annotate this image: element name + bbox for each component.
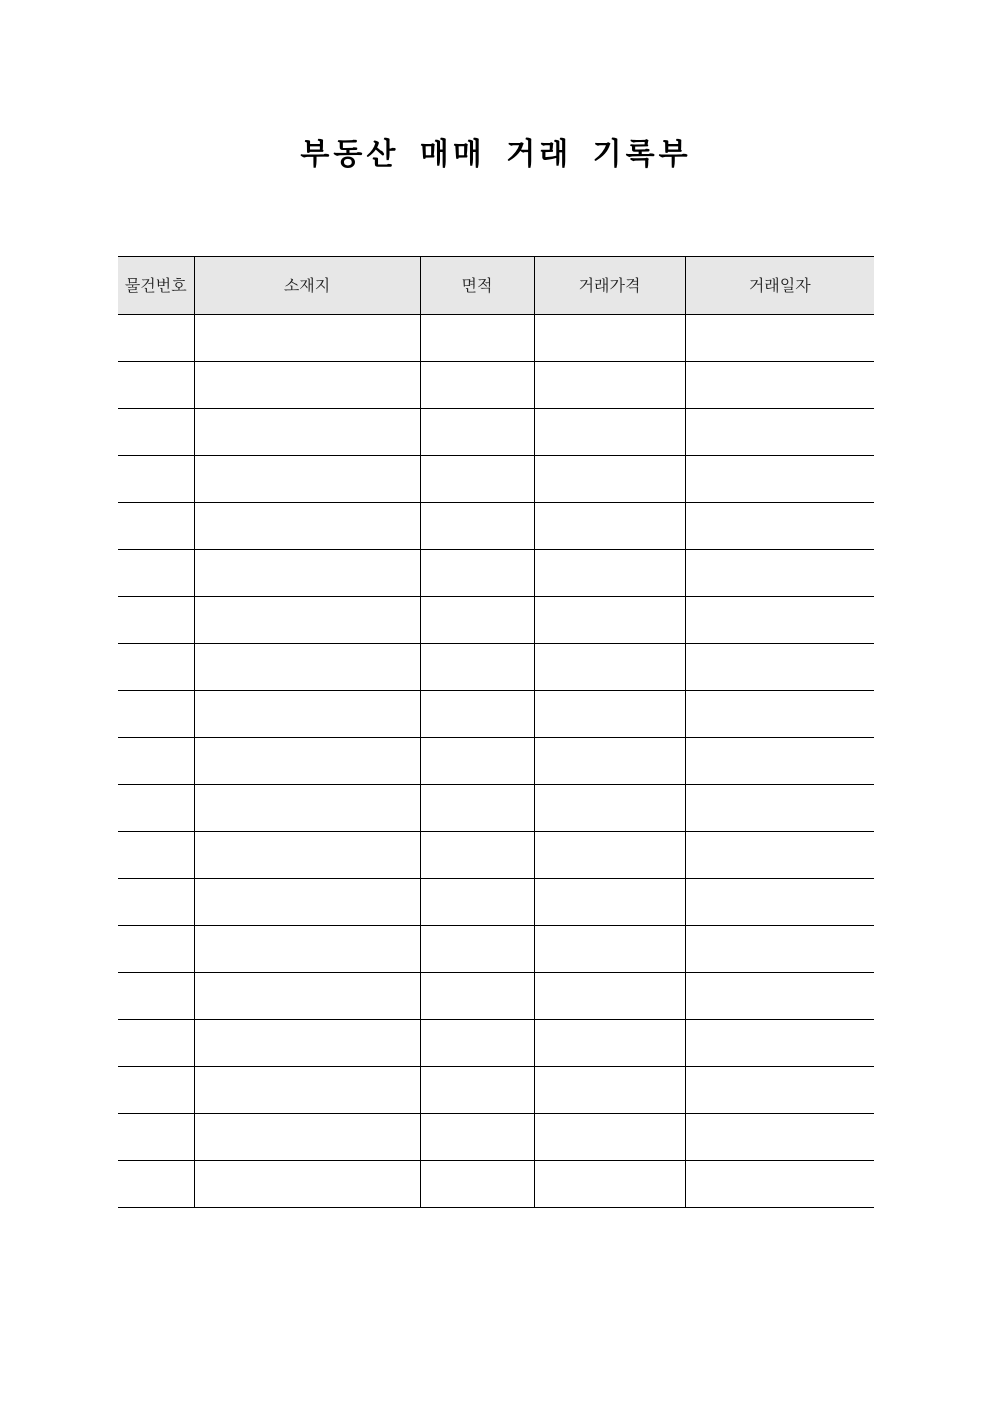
header-transaction-price: 거래가격 (534, 257, 685, 315)
table-row (118, 1161, 874, 1208)
date-cell[interactable] (685, 456, 874, 503)
location-cell[interactable] (194, 879, 420, 926)
date-cell[interactable] (685, 362, 874, 409)
date-cell[interactable] (685, 691, 874, 738)
date-cell[interactable] (685, 550, 874, 597)
area-cell[interactable] (420, 832, 534, 879)
area-cell[interactable] (420, 691, 534, 738)
location-cell[interactable] (194, 926, 420, 973)
table-row (118, 738, 874, 785)
price-cell[interactable] (534, 409, 685, 456)
area-cell[interactable] (420, 644, 534, 691)
price-cell[interactable] (534, 1161, 685, 1208)
area-cell[interactable] (420, 597, 534, 644)
table-row (118, 550, 874, 597)
date-cell[interactable] (685, 926, 874, 973)
item-number-cell[interactable] (118, 1114, 194, 1161)
table-row (118, 644, 874, 691)
table-row (118, 691, 874, 738)
table-row (118, 879, 874, 926)
area-cell[interactable] (420, 456, 534, 503)
date-cell[interactable] (685, 409, 874, 456)
price-cell[interactable] (534, 1067, 685, 1114)
area-cell[interactable] (420, 315, 534, 362)
header-location: 소재지 (194, 257, 420, 315)
table-row (118, 315, 874, 362)
location-cell[interactable] (194, 832, 420, 879)
date-cell[interactable] (685, 503, 874, 550)
table-row (118, 503, 874, 550)
price-cell[interactable] (534, 1020, 685, 1067)
price-cell[interactable] (534, 926, 685, 973)
date-cell[interactable] (685, 785, 874, 832)
item-number-cell[interactable] (118, 1161, 194, 1208)
table-row (118, 1020, 874, 1067)
location-cell[interactable] (194, 1161, 420, 1208)
table-row (118, 926, 874, 973)
price-cell[interactable] (534, 550, 685, 597)
date-cell[interactable] (685, 1114, 874, 1161)
table-row (118, 1114, 874, 1161)
price-cell[interactable] (534, 691, 685, 738)
price-cell[interactable] (534, 738, 685, 785)
item-number-cell[interactable] (118, 738, 194, 785)
area-cell[interactable] (420, 785, 534, 832)
table-header-row (118, 257, 874, 315)
area-cell[interactable] (420, 1020, 534, 1067)
location-cell[interactable] (194, 362, 420, 409)
item-number-cell[interactable] (118, 973, 194, 1020)
location-cell[interactable] (194, 1114, 420, 1161)
location-cell[interactable] (194, 550, 420, 597)
table-body (118, 315, 874, 1208)
location-cell[interactable] (194, 597, 420, 644)
date-cell[interactable] (685, 832, 874, 879)
area-cell[interactable] (420, 738, 534, 785)
location-cell[interactable] (194, 1067, 420, 1114)
item-number-cell[interactable] (118, 879, 194, 926)
location-cell[interactable] (194, 973, 420, 1020)
area-cell[interactable] (420, 926, 534, 973)
date-cell[interactable] (685, 1161, 874, 1208)
price-cell[interactable] (534, 785, 685, 832)
area-cell[interactable] (420, 503, 534, 550)
date-cell[interactable] (685, 597, 874, 644)
date-cell[interactable] (685, 1067, 874, 1114)
document-title: 부동산 매매 거래 기록부 (300, 137, 692, 172)
area-cell[interactable] (420, 1114, 534, 1161)
date-cell[interactable] (685, 1020, 874, 1067)
location-cell[interactable] (194, 409, 420, 456)
location-cell[interactable] (194, 644, 420, 691)
item-number-cell[interactable] (118, 315, 194, 362)
location-cell[interactable] (194, 503, 420, 550)
item-number-cell[interactable] (118, 1020, 194, 1067)
price-cell[interactable] (534, 503, 685, 550)
price-cell[interactable] (534, 1114, 685, 1161)
table-row (118, 362, 874, 409)
date-cell[interactable] (685, 644, 874, 691)
transaction-record-table (118, 256, 874, 1208)
table-row (118, 832, 874, 879)
price-cell[interactable] (534, 456, 685, 503)
item-number-cell[interactable] (118, 832, 194, 879)
price-cell[interactable] (534, 315, 685, 362)
price-cell[interactable] (534, 879, 685, 926)
price-cell[interactable] (534, 973, 685, 1020)
area-cell[interactable] (420, 973, 534, 1020)
area-cell[interactable] (420, 409, 534, 456)
area-cell[interactable] (420, 1161, 534, 1208)
header-item-number: 물건번호 (118, 257, 194, 315)
area-cell[interactable] (420, 1067, 534, 1114)
header-area: 면적 (420, 257, 534, 315)
table-row (118, 409, 874, 456)
price-cell[interactable] (534, 832, 685, 879)
table-row (118, 785, 874, 832)
date-cell[interactable] (685, 315, 874, 362)
date-cell[interactable] (685, 879, 874, 926)
item-number-cell[interactable] (118, 409, 194, 456)
item-number-cell[interactable] (118, 597, 194, 644)
item-number-cell[interactable] (118, 362, 194, 409)
table-row (118, 456, 874, 503)
item-number-cell[interactable] (118, 785, 194, 832)
area-cell[interactable] (420, 879, 534, 926)
item-number-cell[interactable] (118, 644, 194, 691)
item-number-cell[interactable] (118, 503, 194, 550)
table-row (118, 973, 874, 1020)
location-cell[interactable] (194, 738, 420, 785)
date-cell[interactable] (685, 973, 874, 1020)
price-cell[interactable] (534, 597, 685, 644)
location-cell[interactable] (194, 691, 420, 738)
item-number-cell[interactable] (118, 691, 194, 738)
item-number-cell[interactable] (118, 456, 194, 503)
table-row (118, 597, 874, 644)
location-cell[interactable] (194, 315, 420, 362)
location-cell[interactable] (194, 1020, 420, 1067)
price-cell[interactable] (534, 644, 685, 691)
item-number-cell[interactable] (118, 550, 194, 597)
price-cell[interactable] (534, 362, 685, 409)
area-cell[interactable] (420, 362, 534, 409)
item-number-cell[interactable] (118, 1067, 194, 1114)
location-cell[interactable] (194, 785, 420, 832)
item-number-cell[interactable] (118, 926, 194, 973)
location-cell[interactable] (194, 456, 420, 503)
date-cell[interactable] (685, 738, 874, 785)
table-row (118, 1067, 874, 1114)
header-transaction-date: 거래일자 (685, 257, 874, 315)
area-cell[interactable] (420, 550, 534, 597)
